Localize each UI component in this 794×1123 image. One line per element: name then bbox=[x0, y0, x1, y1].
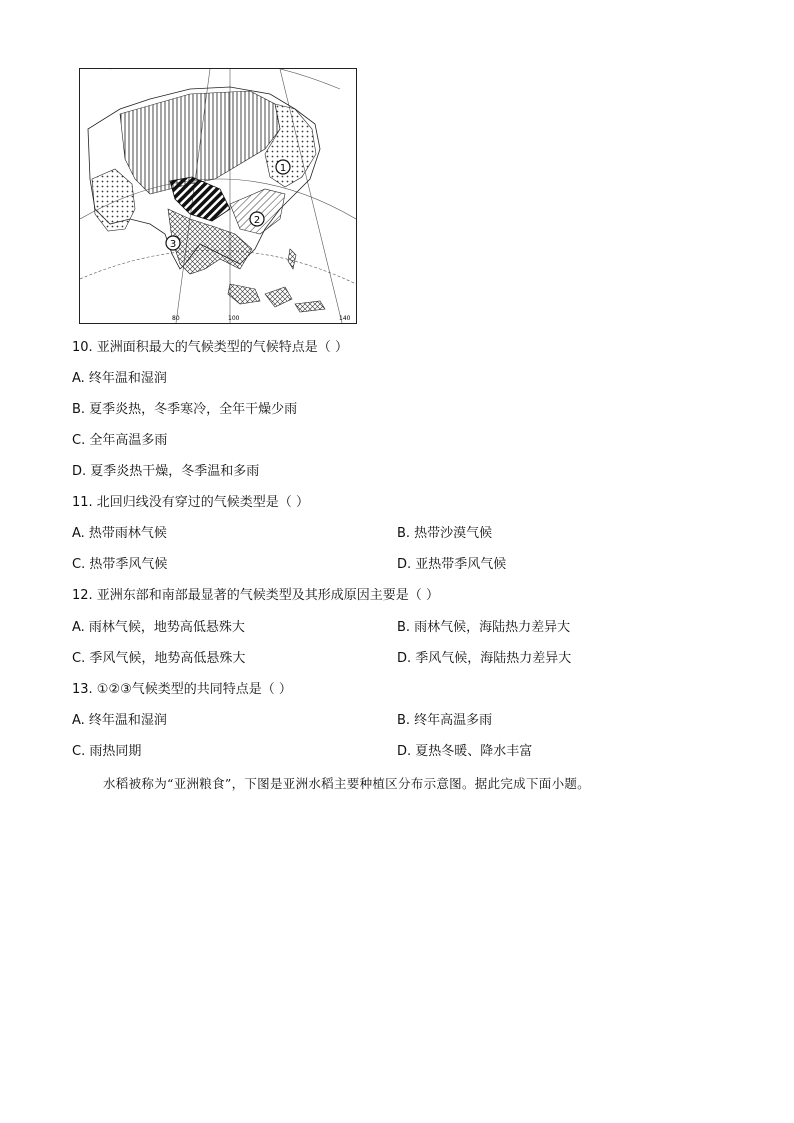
question-10-stem: 10. 亚洲面积最大的气候类型的气候特点是（ ） bbox=[72, 340, 348, 355]
question-13-stem: 13. ①②③气候类型的共同特点是（ ） bbox=[72, 682, 292, 697]
zone-temperate-continental bbox=[120, 91, 280, 194]
question-11-option-c: C. 热带季风气候 bbox=[72, 557, 168, 572]
map-marker-3 bbox=[166, 236, 180, 250]
question-11-option-a: A. 热带雨林气候 bbox=[72, 526, 167, 541]
svg-text:2: 2 bbox=[253, 215, 261, 226]
zone-desert-west bbox=[92, 169, 135, 231]
map-marker-2 bbox=[250, 212, 264, 226]
question-10-option-c: C. 全年高温多雨 bbox=[72, 433, 168, 448]
lon-label-140: 140 bbox=[339, 315, 351, 322]
svg-text:3: 3 bbox=[169, 239, 177, 250]
question-13-option-d: D. 夏热冬暖、降水丰富 bbox=[397, 744, 533, 759]
question-13-option-b: B. 终年高温多雨 bbox=[397, 713, 493, 728]
map-marker-1 bbox=[276, 160, 290, 174]
question-10-option-b: B. 夏季炎热，冬季寒冷，全年干燥少雨 bbox=[72, 402, 298, 417]
question-13-option-a: A. 终年温和湿润 bbox=[72, 713, 167, 728]
lon-label-80: 80 bbox=[172, 315, 180, 322]
question-10-option-d: D. 夏季炎热干燥，冬季温和多雨 bbox=[72, 464, 260, 479]
question-12-stem: 12. 亚洲东部和南部最显著的气候类型及其形成原因主要是（ ） bbox=[72, 588, 439, 603]
question-11-option-b: B. 热带沙漠气候 bbox=[397, 526, 493, 541]
next-group-intro: 水稻被称为“亚洲粮食”，下图是亚洲水稻主要种植区分布示意图。据此完成下面小题。 bbox=[103, 776, 590, 791]
svg-text:1: 1 bbox=[279, 163, 287, 174]
question-12-option-c: C. 季风气候，地势高低悬殊大 bbox=[72, 651, 246, 666]
lon-label-100: 100 bbox=[228, 315, 240, 322]
question-12-option-a: A. 雨林气候，地势高低悬殊大 bbox=[72, 620, 245, 635]
question-11-option-d: D. 亚热带季风气候 bbox=[397, 557, 507, 572]
asia-climate-map bbox=[79, 68, 357, 324]
question-10-option-a: A. 终年温和湿润 bbox=[72, 371, 167, 386]
question-13-option-c: C. 雨热同期 bbox=[72, 744, 142, 759]
question-11-stem: 11. 北回归线没有穿过的气候类型是（ ） bbox=[72, 495, 309, 510]
question-12-option-d: D. 季风气候，海陆热力差异大 bbox=[397, 651, 572, 666]
question-12-option-b: B. 雨林气候，海陆热力差异大 bbox=[397, 620, 571, 635]
